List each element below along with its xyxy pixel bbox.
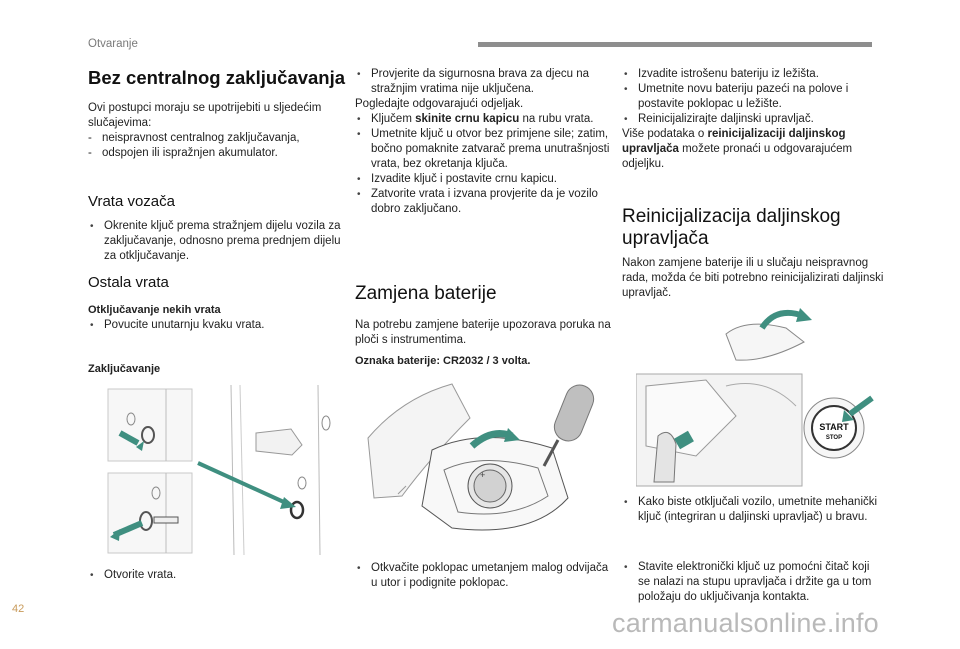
lock-label: Zaključavanje <box>88 363 161 375</box>
more-info-pre: Više podataka o <box>622 128 708 140</box>
lock-steps <box>355 67 611 217</box>
header-bar <box>478 42 872 47</box>
unlock-vehicle-step <box>622 495 884 525</box>
battery-text: Na potrebu zamjene baterije upozorava poruka na ploči s instrumentima. <box>355 319 611 346</box>
step-reinit-remote: • Reinicijalizirajte daljinski upravljač. <box>622 112 884 127</box>
step-remove-cap-bold: skinite crnu kapicu <box>415 113 520 125</box>
page-title: Bez centralnog zaključavanja <box>88 67 346 88</box>
other-doors-heading: Ostala vrata <box>88 274 169 291</box>
more-info-post: možete pronaći u odgovarajućem odjeljku. <box>622 143 853 170</box>
more-info-bold: reinicijalizaciji daljinskog upravljača <box>622 128 846 155</box>
reinit-illustration <box>636 306 886 488</box>
step-remove-battery: • Izvadite istrošenu bateriju iz ležišta. <box>622 67 884 82</box>
step-insert-battery: • Umetnite novu bateriju pazeći na polove i postavite poklopac u ležište. <box>622 82 884 112</box>
watermark[interactable]: carmanualsonline.info <box>612 608 879 638</box>
open-door-text: • Otvorite vrata. <box>88 568 328 583</box>
intro-text: Ovi postupci moraju se upotrijebiti u sljedećim slučajevima: <box>88 102 322 129</box>
start-button-label: START <box>819 422 849 432</box>
battery-steps <box>622 67 884 172</box>
unlock-label: Otključavanje nekih vrata <box>88 304 221 316</box>
unlock-vehicle-text: • Kako biste otključali vozilo, umetnite mehanički ključ (integriran u daljinski upravljač) u bravu. <box>622 495 884 525</box>
battery-heading: Zamjena baterije <box>355 283 497 304</box>
driver-door-text: • Okrenite ključ prema stražnjem dijelu vozila za zaključavanje, odnosno prema prednjem dijelu za otključavanje. <box>88 219 346 264</box>
step-remove-cap-pre: Ključem <box>371 113 416 125</box>
step-insert-key: • Umetnite ključ u otvor bez primjene sile; zatim, bočno pomaknite zatvarač prema unutrašnjosti vrata, bez okretanja ključa. <box>355 127 611 172</box>
svg-text:+: + <box>480 470 486 480</box>
step-child-lock: • Provjerite da sigurnosna brava za djecu na stražnjim vratima nije uključena. <box>355 67 611 97</box>
driver-door-step <box>88 219 346 264</box>
unclip-text: • Otkvačite poklopac umetanjem malog odvijača u utor i podignite poklopac. <box>355 561 611 591</box>
reinit-heading: Reinicijalizacija daljinskog upravljača <box>622 206 841 249</box>
reader-text: • Stavite elektronički ključ uz pomoćni čitač koji se nalazi na stupu upravljača i držite ga u tom položaju do uključivanja kontakta. <box>622 560 884 605</box>
open-door-step <box>88 568 328 583</box>
step-remove-key: • Izvadite ključ i postavite crnu kapicu. <box>355 172 611 187</box>
stop-button-label: STOP <box>825 435 843 441</box>
key-fob-illustration <box>362 378 620 550</box>
battery-label: Oznaka baterije: CR2032 / 3 volta. <box>355 355 531 367</box>
driver-door-heading: Vrata vozača <box>88 193 175 210</box>
step-remove-cap-post: na rubu vrata. <box>519 113 594 125</box>
unlock-step <box>88 318 346 333</box>
door-lock-illustration <box>106 385 348 555</box>
unclip-step <box>355 561 611 591</box>
case-item: - neispravnost centralnog zaključavanja, <box>88 131 343 146</box>
intro-block <box>88 101 343 161</box>
more-info-text <box>622 127 884 172</box>
page-number: 42 <box>12 603 25 615</box>
unlock-text: • Povucite unutarnju kvaku vrata. <box>88 318 346 333</box>
step-remove-cap <box>355 112 611 127</box>
reader-step <box>622 560 884 605</box>
reinit-text: Nakon zamjene baterije ili u slučaju neispravnog rada, možda će biti potrebno reinicijalizirati daljinski upravljač. <box>622 257 884 299</box>
case-item: - odspojen ili ispražnjen akumulator. <box>88 146 343 161</box>
section-title: Otvaranje <box>88 38 138 50</box>
reference-text: Pogledajte odgovarajući odjeljak. <box>355 98 524 110</box>
step-close-door: • Zatvorite vrata i izvana provjerite da je vozilo dobro zaključano. <box>355 187 611 217</box>
